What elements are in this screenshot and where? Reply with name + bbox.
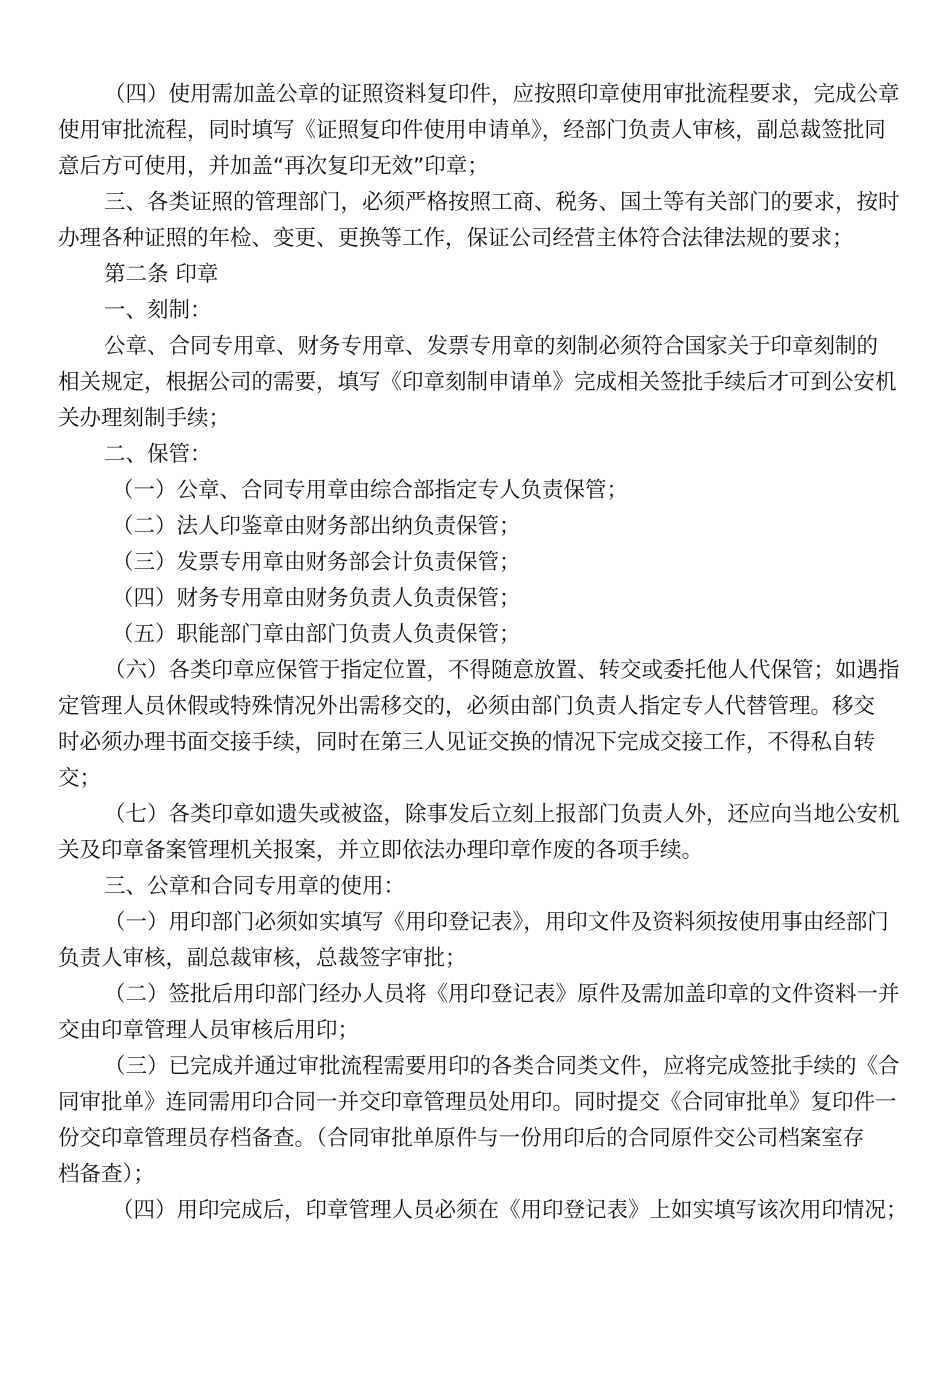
text-line: （三）已完成并通过审批流程需要用印的各类合同类文件，应将完成签批手续的《合 xyxy=(104,1054,900,1079)
text-line: 定管理人员休假或特殊情况外出需移交的，必须由部门负责人指定专人代替管理。移交 xyxy=(58,694,876,719)
text-line: 档备查）； xyxy=(58,1162,155,1187)
text-line: （六）各类印章应保管于指定位置，不得随意放置、转交或委托他人代保管；如遇指 xyxy=(104,658,900,683)
list-item: （四）财务专用章由财务负责人负责保管； xyxy=(112,586,521,611)
text-line: 使用审批流程，同时填写《证照复印件使用申请单》，经部门负责人审核，副总裁签批同 xyxy=(58,118,886,143)
text-line: （四）使用需加盖公章的证照资料复印件，应按照印章使用审批流程要求，完成公章 xyxy=(104,82,900,107)
list-item: （三）发票专用章由财务部会计负责保管； xyxy=(112,550,521,575)
text-line: （二）签批后用印部门经办人员将《用印登记表》原件及需加盖印章的文件资料一并 xyxy=(104,982,900,1007)
text-line: （一）用印部门必须如实填写《用印登记表》，用印文件及资料须按使用事由经部门 xyxy=(104,910,889,935)
text-line: 同审批单》连同需用印合同一并交印章管理员处用印。同时提交《合同审批单》复印件一 xyxy=(58,1090,897,1115)
subsection-heading: 一、刻制： xyxy=(104,298,212,323)
list-item: （五）职能部门章由部门负责人负责保管； xyxy=(112,622,521,647)
text-line: （七）各类印章如遗失或被盗，除事发后立刻上报部门负责人外，还应向当地公安机 xyxy=(104,802,900,827)
text-line: 办理各种证照的年检、变更、更换等工作，保证公司经营主体符合法律法规的要求； xyxy=(58,226,854,251)
text-line: 关及印章备案管理机关报案，并立即依法办理印章作废的各项手续。 xyxy=(58,838,704,863)
text-line: 三、各类证照的管理部门，必须严格按照工商、税务、国土等有关部门的要求，按时 xyxy=(104,190,900,215)
text-line: 负责人审核，副总裁审核，总裁签字审批； xyxy=(58,946,467,971)
text-line: 时必须办理书面交接手续，同时在第三人见证交换的情况下完成交接工作，不得私自转 xyxy=(58,730,876,755)
text-line: 份交印章管理员存档备查。（合同审批单原件与一份用印后的合同原件交公司档案室存 xyxy=(58,1126,865,1151)
text-line: 相关规定，根据公司的需要，填写《印章刻制申请单》完成相关签批手续后才可到公安机 xyxy=(58,370,897,395)
text-line: 交由印章管理人员审核后用印； xyxy=(58,1018,360,1043)
text-line: （四）用印完成后，印章管理人员必须在《用印登记表》上如实填写该次用印情况； xyxy=(112,1198,908,1223)
list-item: （二）法人印鉴章由财务部出纳负责保管； xyxy=(112,514,521,539)
list-item: （一）公章、合同专用章由综合部指定专人负责保管； xyxy=(112,478,629,503)
text-line: 交； xyxy=(58,766,102,791)
section-heading: 第二条 印章 xyxy=(104,262,219,287)
text-line: 关办理刻制手续； xyxy=(58,406,231,431)
text-line: 意后方可使用，并加盖“再次复印无效”印章； xyxy=(58,154,489,179)
text-line: 公章、合同专用章、财务专用章、发票专用章的刻制必须符合国家关于印章刻制的 xyxy=(104,334,879,359)
subsection-heading: 三、公章和合同专用章的使用： xyxy=(104,874,406,899)
subsection-heading: 二、保管： xyxy=(104,442,212,467)
